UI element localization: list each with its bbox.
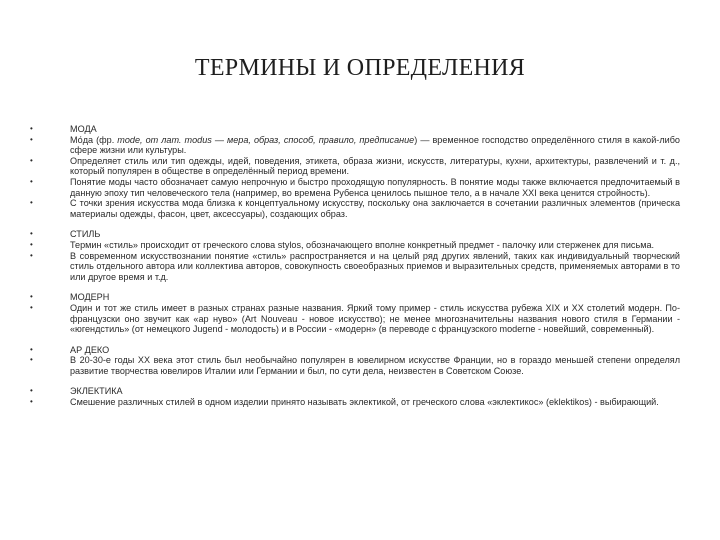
section-heading-ardeko: АР ДЕКО bbox=[70, 344, 110, 355]
section-gap bbox=[30, 376, 680, 386]
list-item-moda-p4 bbox=[30, 198, 680, 219]
list-item-modern-p1 bbox=[30, 303, 680, 335]
bullet-icon: • bbox=[30, 302, 33, 312]
bullet-icon: • bbox=[30, 386, 33, 396]
modern-paragraph: Один и тот же стиль имеет в разных странах разные названия. Яркий тому пример - стиль искусства рубежа XIX и XX столетий модерн. По-французски оно звучит как «ар нуво» (Art Nouveau - новое искусство); не менее многозначительны названия нового стиля в Германии - «югендстиль» (от немецкого Jugend - молодость) и в России - «модерн» (в переводе с французского moderne - новейший, современный). bbox=[70, 302, 680, 335]
section-heading-modern: МОДЕРН bbox=[70, 292, 110, 303]
bullet-icon: • bbox=[30, 124, 33, 133]
list-item-stil-heading bbox=[30, 229, 680, 240]
list-item-ardeko-heading bbox=[30, 345, 680, 356]
moda-definition-etymology: mode, от лат. modus — мера, образ, способ, правило, предписание bbox=[117, 134, 415, 145]
list-item-ardeko-p1 bbox=[30, 355, 680, 376]
section-gap bbox=[30, 282, 680, 292]
moda-definition-suffix: ) — временное господство определённого стиля в какой-либо сфере жизни или культуры. bbox=[70, 134, 680, 156]
moda-definition-prefix: Мо́да (фр. bbox=[70, 134, 118, 145]
bullet-icon: • bbox=[30, 229, 33, 239]
list-item-stil-p1 bbox=[30, 240, 680, 251]
bullet-icon: • bbox=[30, 239, 33, 249]
eklektika-paragraph: Смешение различных стилей в одном изделии принято называть эклектикой, от греческого слова «эклектикос» (eklektikos) - выбирающий. bbox=[70, 397, 659, 408]
section-gap bbox=[30, 335, 680, 345]
stil-paragraph: Термин «стиль» происходит от греческого слова stylos, обозначающего вполне конкретный предмет - палочку или стерженек для письма. bbox=[70, 239, 655, 250]
moda-paragraph: Определяет стиль или тип одежды, идей, поведения, этикета, образа жизни, искусств, литературы, кухни, архитектуры, развлечений и т. д., который популярен в обществе в определённый период времени. bbox=[70, 155, 680, 177]
moda-paragraph: Понятие моды часто обозначает самую непрочную и быстро проходящую популярность. В понятие моды также включается предпочитаемый в данную эпоху тип человеческого тела (например, во времена Рубенса ценилось пышное тело, а в начале XXI века ценится стройность). bbox=[70, 176, 680, 198]
bullet-icon: • bbox=[30, 176, 33, 186]
bullet-icon: • bbox=[30, 155, 33, 165]
slide-title: ТЕРМИНЫ И ОПРЕДЕЛЕНИЯ bbox=[194, 55, 526, 81]
bullet-icon: • bbox=[30, 250, 33, 260]
list-item-eklektika-heading bbox=[30, 386, 680, 397]
bullet-icon: • bbox=[30, 397, 33, 407]
ardeko-paragraph: В 20-30-е годы XX века этот стиль был необычайно популярен в ювелирном искусстве Франции, но в гораздо меньшей степени определял развитие творчества ювелиров Италии или Германии и был, по сути дела, неизвестен в Советском Союзе. bbox=[70, 355, 680, 376]
list-item-eklektika-p1 bbox=[30, 397, 680, 408]
bullet-icon: • bbox=[30, 134, 33, 144]
list-item-stil-p2 bbox=[30, 251, 680, 283]
bullet-icon: • bbox=[30, 292, 33, 302]
section-heading-eklektika: ЭКЛЕКТИКА bbox=[70, 386, 123, 397]
bullet-icon: • bbox=[30, 344, 33, 354]
section-heading-moda: МОДА bbox=[70, 124, 97, 134]
section-gap bbox=[30, 219, 680, 229]
moda-definition bbox=[70, 135, 680, 156]
bullet-icon: • bbox=[30, 355, 33, 365]
section-heading-stil: СТИЛЬ bbox=[70, 229, 101, 240]
stil-paragraph: В современном искусствознании понятие «стиль» распространяется и на целый ряд других явлений, таких как индивидуальный творческий стиль отдельного автора или коллектива авторов, совокупность своеобразных приемов и выразительных средств, применяемых авторами в то или другое время и т.д. bbox=[70, 250, 680, 282]
list-item-modern-heading bbox=[30, 292, 680, 303]
moda-paragraph: С точки зрения искусства мода близка к концептуальному искусству, поскольку она заключается в сочетании различных элементов (прическа материалы одежды, фасон, цвет, аксессуары), создающих образ. bbox=[70, 198, 680, 219]
list-item-moda-definition bbox=[30, 135, 680, 156]
terms-list bbox=[30, 124, 680, 408]
list-item-moda-p3 bbox=[30, 177, 680, 198]
list-item-moda-p2 bbox=[30, 156, 680, 177]
list-item-moda-heading bbox=[30, 124, 680, 135]
bullet-icon: • bbox=[30, 198, 33, 208]
